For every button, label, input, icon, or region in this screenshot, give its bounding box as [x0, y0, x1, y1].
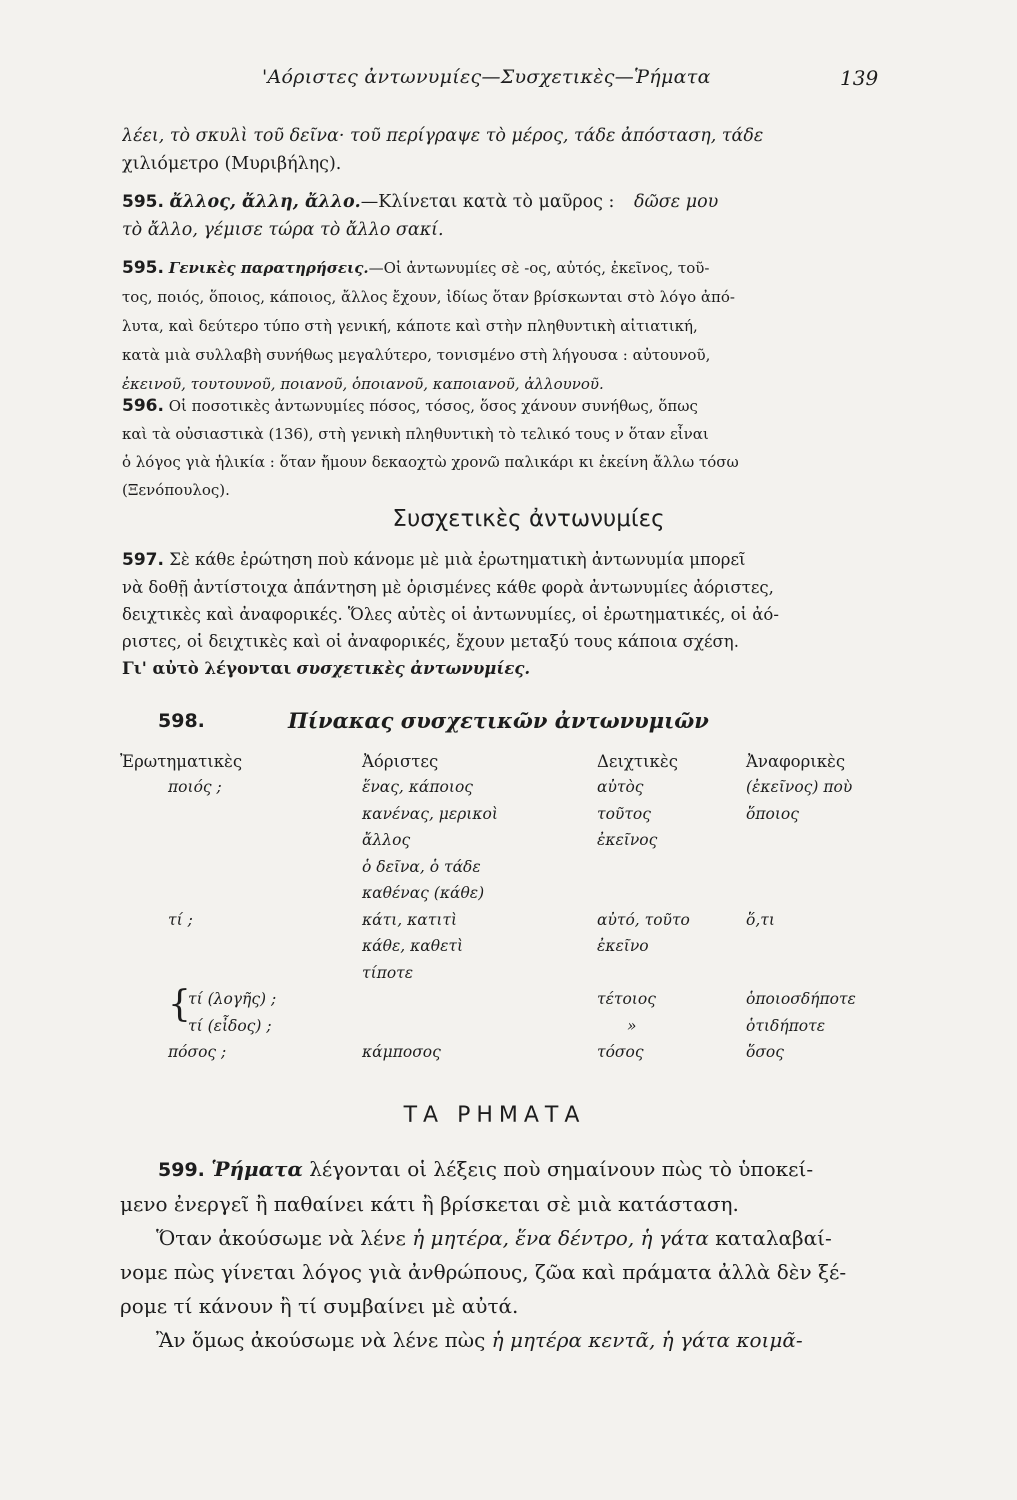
table-cell	[597, 884, 732, 911]
table-cell	[732, 964, 976, 991]
table-row	[120, 990, 976, 1017]
table-cell	[597, 964, 732, 991]
text-line: ρομε τί κάνουν ἢ τί συμβαίνει μὲ αὐτά.	[120, 1294, 519, 1318]
table-cell: ἐκεῖνο	[597, 937, 649, 955]
example-text: ἡ μητέρα κεντᾶ, ἡ γάτα κοιμᾶ-	[491, 1328, 803, 1352]
table-cell: κάθε, καθετὶ	[362, 937, 464, 955]
text-line: —Οἱ ἀντωνυμίες σὲ -ος, αὐτός, ἐκεῖνος, τοῦ-	[368, 259, 710, 277]
table-cell	[120, 805, 332, 832]
text-line: Σὲ κάθε ἐρώτηση ποὺ κάνομε μὲ μιὰ ἐρωτηματικὴ ἀντωνυμία μπορεῖ	[169, 550, 746, 569]
table-cell: ὁ δεῖνα, ὁ τάδε	[362, 857, 481, 876]
text-line: κατὰ μιὰ συλλαβὴ συνήθως μεγαλύτερο, τονισμένο στὴ λήγουσα : αὐτουνοῦ,	[122, 346, 711, 364]
table-cell: ἕνας, κάποιος	[362, 778, 473, 796]
section-term: ἄλλος, ἄλλη, ἄλλο.	[169, 192, 361, 212]
table-header-row	[120, 744, 976, 778]
table-cell: τίποτε	[362, 963, 414, 982]
table-cell	[597, 858, 732, 885]
text-line: (Ξενόπουλος).	[122, 481, 230, 499]
section-term: Ῥήματα	[211, 1157, 303, 1181]
table-cell: τί ;	[168, 910, 193, 929]
table-row	[120, 858, 976, 885]
text-line: Οἱ ποσοτικὲς ἀντωνυμίες πόσος, τόσος, ὅσος χάνουν συνήθως, ὅπως	[168, 397, 698, 415]
text-line: ἐκεινοῦ, τουτουνοῦ, ποιανοῦ, ὁποιανοῦ, καποιανοῦ, ἀλλουνοῦ.	[122, 375, 604, 393]
table-cell: ὅσος	[746, 1043, 784, 1061]
table-cell: τέτοιος	[597, 990, 656, 1008]
column-header: Δειχτικὲς	[597, 751, 678, 771]
term-text: συσχετικὲς ἀντωνυμίες.	[296, 659, 531, 678]
table-cell	[120, 858, 332, 885]
table-cell	[332, 1017, 597, 1044]
table-cell: ὁποιοσδήποτε	[746, 990, 856, 1008]
text-line: καταλαβαί-	[715, 1226, 832, 1250]
text-line: χιλιόμετρο (Μυριβήλης).	[122, 154, 342, 174]
table-cell: »	[627, 1016, 637, 1035]
text-line: νὰ δοθῇ ἀντίστοιχα ἀπάντηση μὲ ὁρισμένες κάθε φορὰ ἀντωνυμίες ἀόριστες,	[122, 578, 774, 597]
section-number: 597.	[122, 550, 164, 570]
table-cell: ὅποιος	[746, 804, 799, 823]
table-cell: τοῦτος	[597, 804, 651, 823]
table-cell: (ἐκεῖνος) ποὺ	[746, 778, 853, 796]
table-cell	[732, 884, 976, 911]
table-cell: ἐκεῖνος	[597, 831, 658, 849]
correlative-pronouns-table	[120, 744, 976, 1070]
column-header: Ἐρωτηματικὲς	[120, 751, 243, 771]
text-line: ὁ λόγος γιὰ ἡλικία : ὅταν ἤμουν δεκαοχτὼ χρονῶ παλικάρι κι ἐκείνη ἄλλω τόσω	[122, 453, 739, 471]
example-text: δῶσε μου	[634, 192, 719, 212]
table-cell: κανένας, μερικοὶ	[362, 804, 498, 823]
table-cell: ὁτιδήποτε	[746, 1016, 826, 1035]
section-595-general-remarks	[122, 254, 897, 399]
brace-mark: {	[168, 984, 191, 1025]
table-cell	[732, 937, 976, 964]
text-line: τος, ποιός, ὅποιος, κάποιος, ἄλλος ἔχουν, ἰδίως ὅταν βρίσκωνται στὸ λόγο ἀπό-	[122, 288, 735, 306]
table-cell: τί (εἶδος) ;	[188, 1016, 272, 1035]
table-heading: Πίνακας συσχετικῶν ἀντωνυμιῶν	[288, 708, 709, 733]
table-cell	[120, 831, 332, 858]
section-heading: Συσχετικὲς ἀντωνυμίες	[392, 506, 665, 532]
page-number: 139	[840, 66, 879, 90]
text-line: Ὅταν ἀκούσωμε νὰ λένε	[156, 1226, 406, 1250]
section-number: 595.	[122, 192, 164, 212]
running-title: 'Αόριστες ἀντωνυμίες—Συσχετικὲς—Ῥήματα	[262, 66, 711, 88]
section-599	[120, 1152, 900, 1357]
table-row	[120, 911, 976, 938]
table-cell: ἄλλος	[362, 831, 411, 849]
column-header: Ἀναφορικὲς	[746, 751, 846, 771]
table-cell: πόσος ;	[168, 1043, 227, 1061]
table-cell	[732, 858, 976, 885]
text-line: καὶ τὰ οὐσιαστικὰ (136), στὴ γενικὴ πληθυντικὴ τὸ τελικό τους ν ὅταν εἶναι	[122, 425, 709, 443]
text-line: Γι' αὐτὸ λέγονται	[122, 659, 292, 678]
table-cell: ποιός ;	[168, 778, 222, 796]
table-row	[120, 964, 976, 991]
intro-paragraph	[122, 122, 897, 178]
table-cell	[120, 937, 332, 964]
example-text: ἡ μητέρα, ἕνα δέντρο, ἡ γάτα	[412, 1226, 709, 1250]
text-line: ριστες, οἱ δειχτικὲς καὶ οἱ ἀναφορικές, ἔχουν μεταξύ τους κάποια σχέση.	[122, 632, 739, 651]
table-cell: καθένας (κάθε)	[362, 884, 485, 902]
text-line: λέγονται οἱ λέξεις ποὺ σημαίνουν πὼς τὸ ὑποκεί-	[309, 1157, 814, 1181]
text-line: τὸ ἄλλο, γέμισε τώρα τὸ ἄλλο σακί.	[122, 220, 444, 240]
section-number: 596.	[122, 396, 164, 416]
table-cell-text: τί (λογῆς) ;	[188, 990, 277, 1008]
section-number: 595.	[122, 258, 164, 278]
text-line: μενο ἐνεργεῖ ἢ παθαίνει κάτι ἢ βρίσκεται σὲ μιὰ κατάσταση.	[120, 1192, 739, 1216]
table-row	[120, 937, 976, 964]
text-line: λέει, τὸ σκυλὶ τοῦ δεῖνα· τοῦ περίγραψε τὸ μέρος, τάδε ἀπόσταση, τάδε	[122, 126, 764, 146]
table-row	[120, 1043, 976, 1070]
table-cell	[332, 990, 597, 1017]
text-line: λυτα, καὶ δεύτερο τύπο στὴ γενική, κάποτε καὶ στὴν πληθυντικὴ αἰτιατική,	[122, 317, 698, 335]
section-597	[122, 546, 897, 682]
table-cell	[120, 964, 332, 991]
table-cell: ὅ,τι	[746, 910, 775, 929]
table-cell: τόσος	[597, 1043, 644, 1061]
text-line: Ἂν ὅμως ἀκούσωμε νὰ λένε πὼς	[156, 1328, 486, 1352]
section-595-allos	[122, 188, 897, 244]
table-cell: κάμποσος	[362, 1043, 441, 1061]
table-row	[120, 884, 976, 911]
text-line: νομε πὼς γίνεται λόγος γιὰ ἀνθρώπους, ζῶα καὶ πράματα ἀλλὰ δὲν ξέ-	[120, 1260, 847, 1284]
table-row	[120, 778, 976, 805]
table-cell: κάτι, κατιτὶ	[362, 910, 458, 929]
table-cell	[732, 831, 976, 858]
table-cell	[120, 884, 332, 911]
table-cell	[120, 984, 332, 1025]
text-line: δειχτικὲς καὶ ἀναφορικές. Ὅλες αὐτὲς οἱ ἀντωνυμίες, οἱ ἐρωτηματικές, οἱ ἀό-	[122, 605, 779, 624]
section-text: —Κλίνεται κατὰ τὸ μαῦρος :	[360, 192, 615, 212]
section-number: 599.	[158, 1159, 205, 1181]
table-cell: αὐτό, τοῦτο	[597, 910, 690, 929]
table-row	[120, 805, 976, 832]
section-term: Γενικὲς παρατηρήσεις.	[168, 259, 369, 277]
section-number: 598.	[158, 710, 205, 732]
table-cell: αὐτὸς	[597, 778, 644, 796]
column-header: Ἀόριστες	[362, 751, 439, 771]
table-title	[158, 708, 898, 732]
table-row	[120, 1017, 976, 1044]
chapter-heading: ΤΑ ΡΗΜΑΤΑ	[403, 1103, 586, 1128]
section-596	[122, 392, 897, 504]
table-row	[120, 831, 976, 858]
